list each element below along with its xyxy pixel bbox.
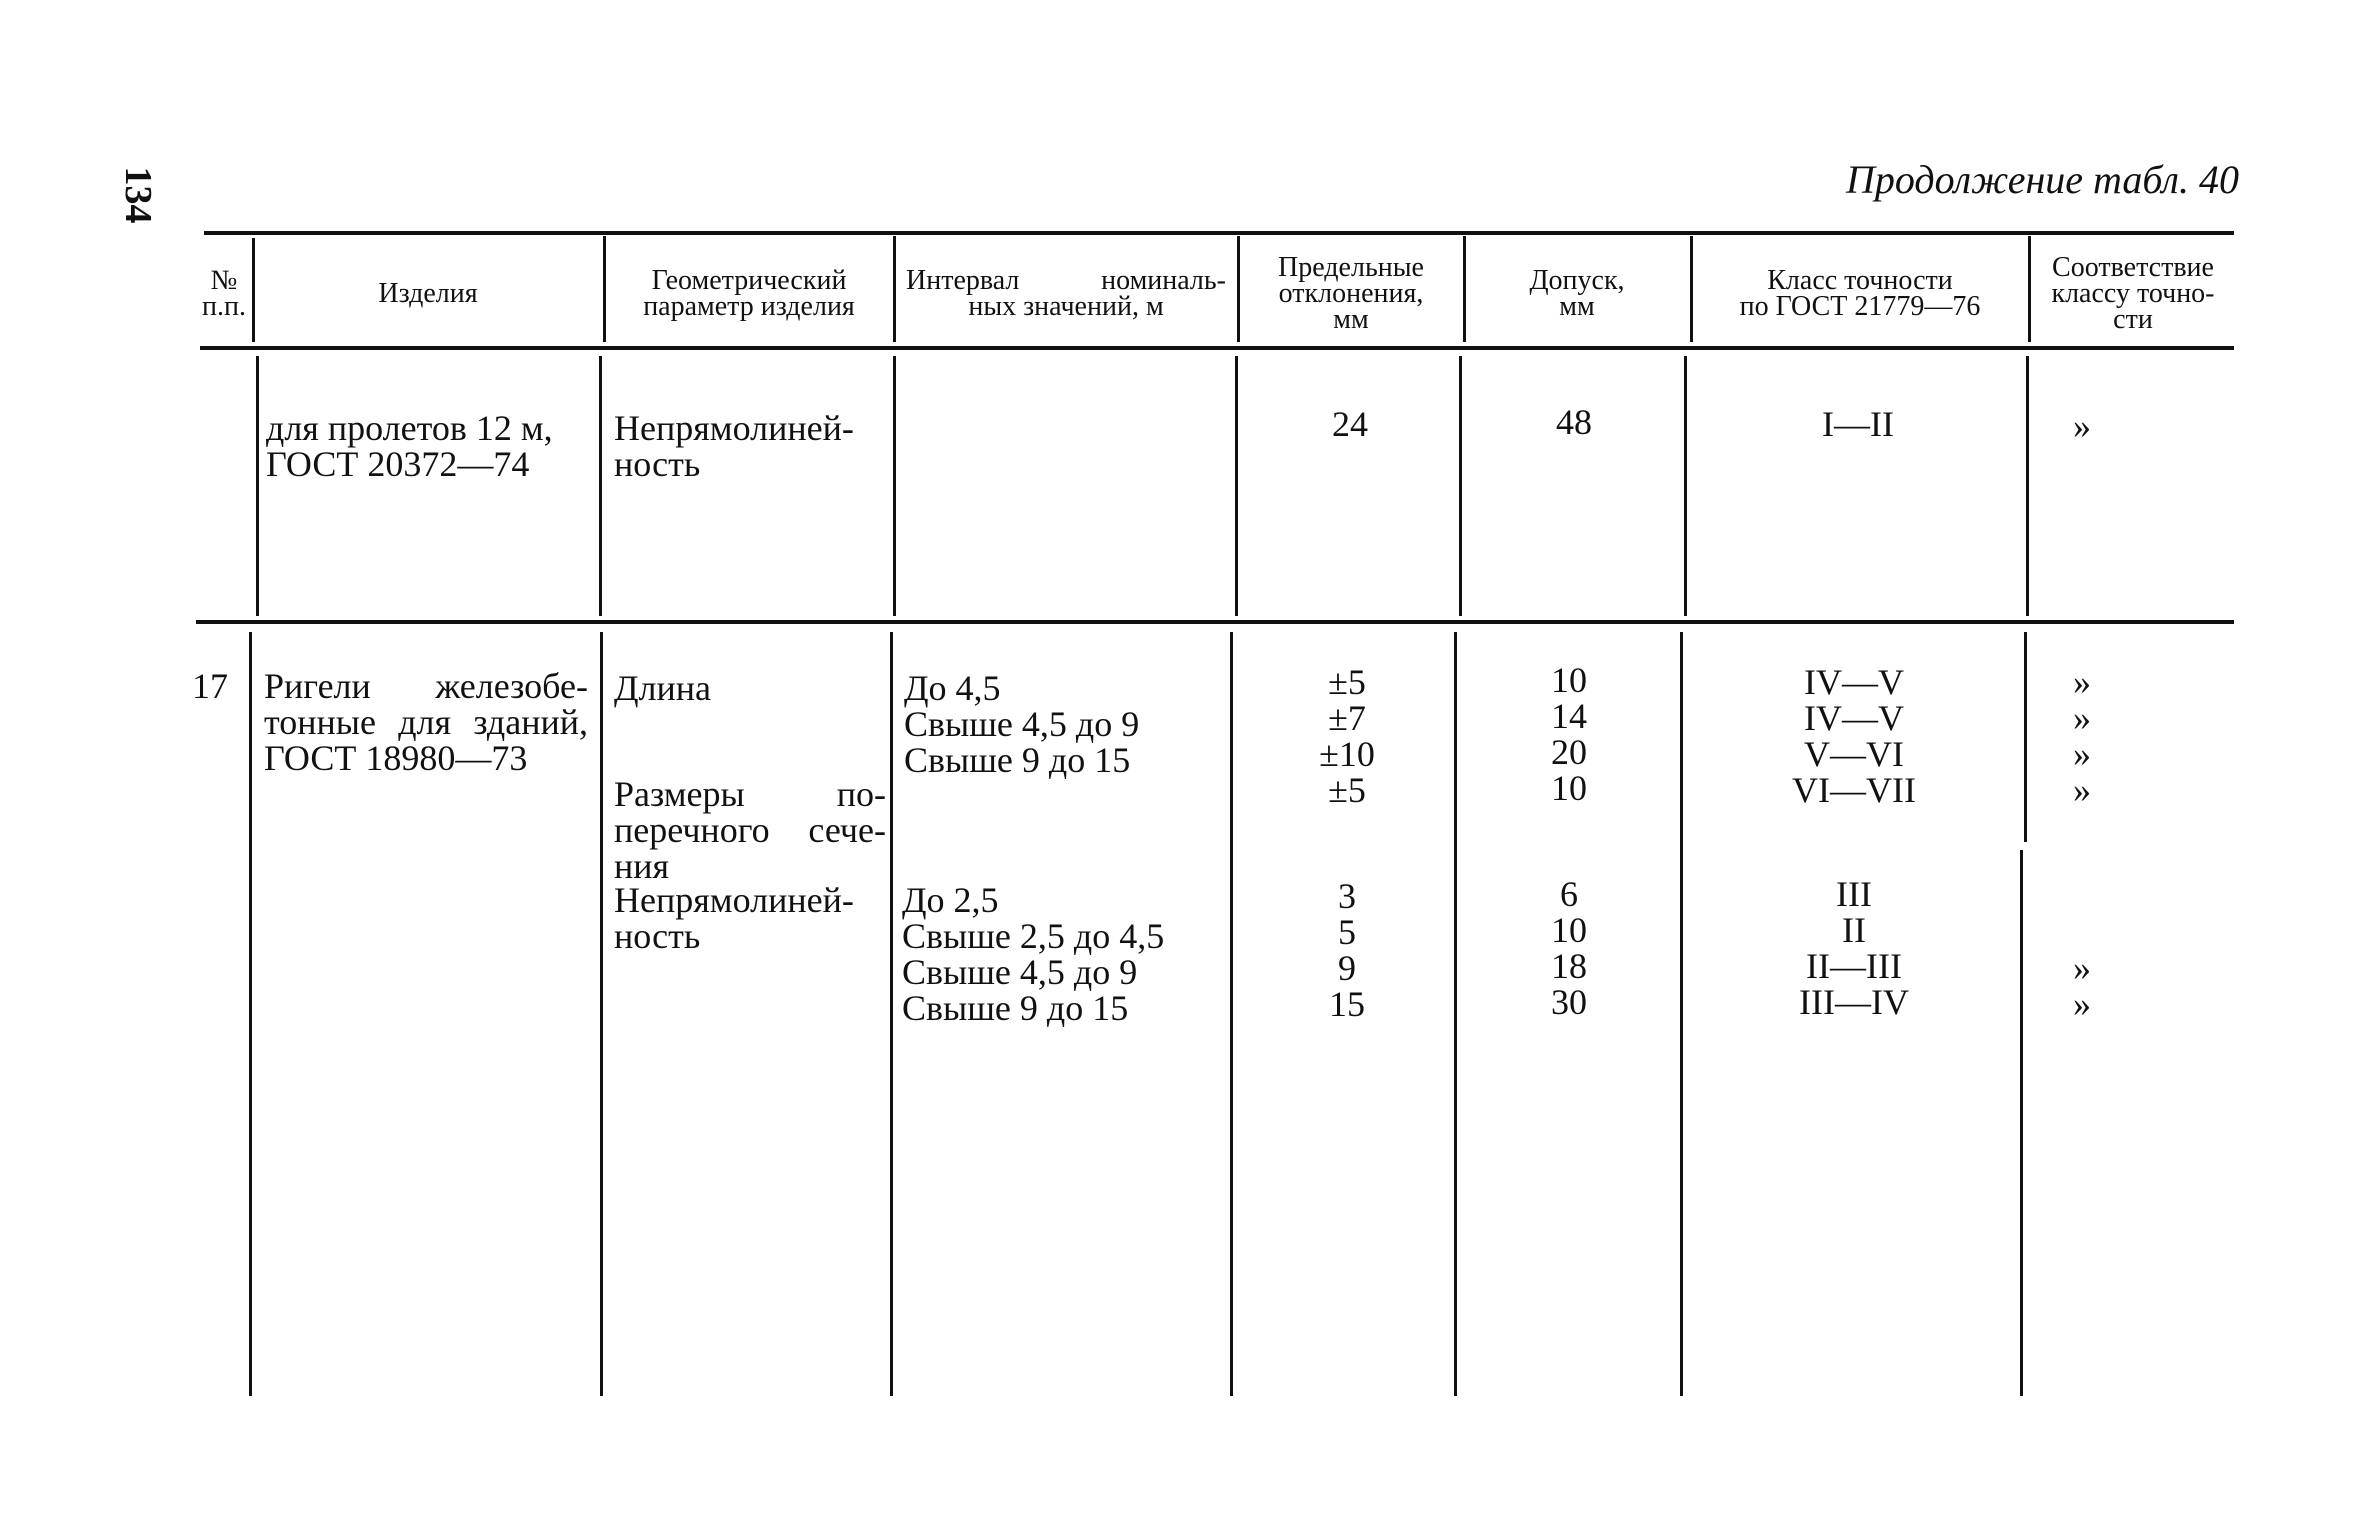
row-col-line [599, 356, 602, 616]
row-col-line [1459, 356, 1462, 616]
header-product: Изделия [378, 278, 478, 309]
row-a-deviation: 24 [1332, 404, 1368, 444]
row-b-deviations-1: ±5 ±7 ±10 ±5 [1319, 662, 1375, 810]
row-col-line [256, 356, 259, 616]
header-parameter: Геометрический параметр изделия [643, 265, 855, 322]
row-b-classes-1: IV—V IV—V V—VI VI—VII [1792, 662, 1916, 810]
header-deviation: Предельные отклонения, мм [1278, 252, 1424, 335]
row-col-line [600, 632, 603, 1396]
row-a-parameter: Непрямолиней- ность [614, 408, 854, 484]
row-b-conformity-1: » » » » [2073, 662, 2091, 810]
row-b-tolerances-2: 6 10 18 30 [1551, 874, 1587, 1022]
row-col-line [1680, 632, 1683, 1396]
row-b-param-section: Размеры по- перечного сече- ния [614, 774, 886, 886]
row-col-line [893, 356, 896, 616]
header-bottom-rule [200, 346, 2234, 350]
row-b-classes-2: III II II—III III—IV [1799, 874, 1909, 1022]
row-a-product: для пролетов 12 м, ГОСТ 20372—74 [266, 408, 553, 484]
row-b-deviations-2: 3 5 9 15 [1329, 876, 1365, 1024]
row-b-number: 17 [192, 666, 228, 706]
header-top-rule [204, 231, 2234, 235]
table-caption: Продолжение табл. 40 [1845, 157, 2239, 202]
row-divider-rule [196, 620, 2234, 624]
row-b-intervals-length: До 4,5 Свыше 4,5 до 9 Свыше 9 до 15 [904, 668, 1140, 780]
row-b-param-length: Длина [614, 668, 712, 708]
row-a-class: I—II [1822, 404, 1894, 444]
row-a-conformity: » [2073, 406, 2091, 446]
header-tolerance: Допуск, мм [1529, 265, 1625, 322]
header-class: Класс точности по ГОСТ 21779—76 [1739, 265, 1981, 322]
page-number: 134 [117, 166, 159, 224]
header-col-line [1690, 236, 1693, 342]
header-conformity: Соответствие классу точно- сти [2051, 252, 2215, 335]
row-b-intervals-straightness: До 2,5 Свыше 2,5 до 4,5 Свыше 4,5 до 9 Свыше 9 до 15 [902, 880, 1165, 1028]
header-col-line [252, 238, 255, 342]
row-col-line [1235, 356, 1238, 616]
row-b-product: Ригели железобе- тонные для зданий, ГОСТ 18980—73 [264, 666, 588, 778]
row-col-line [890, 632, 893, 1396]
row-b-tolerances-1: 10 14 20 10 [1551, 660, 1587, 808]
row-col-line [2026, 356, 2029, 616]
row-b-conformity-2: » » [2073, 948, 2091, 1024]
row-col-line [1230, 632, 1233, 1396]
row-col-line [2024, 632, 2027, 842]
row-col-line [249, 632, 252, 1396]
header-col-line [893, 236, 896, 342]
row-a-tolerance: 48 [1556, 402, 1592, 442]
row-b-param-straightness: Непрямолиней- ность [614, 880, 854, 956]
header-number: № п.п. [202, 265, 246, 322]
row-col-line [1684, 356, 1687, 616]
row-col-line [1454, 632, 1457, 1396]
header-interval: Интервал номиналь- ных значений, м [906, 265, 1226, 322]
